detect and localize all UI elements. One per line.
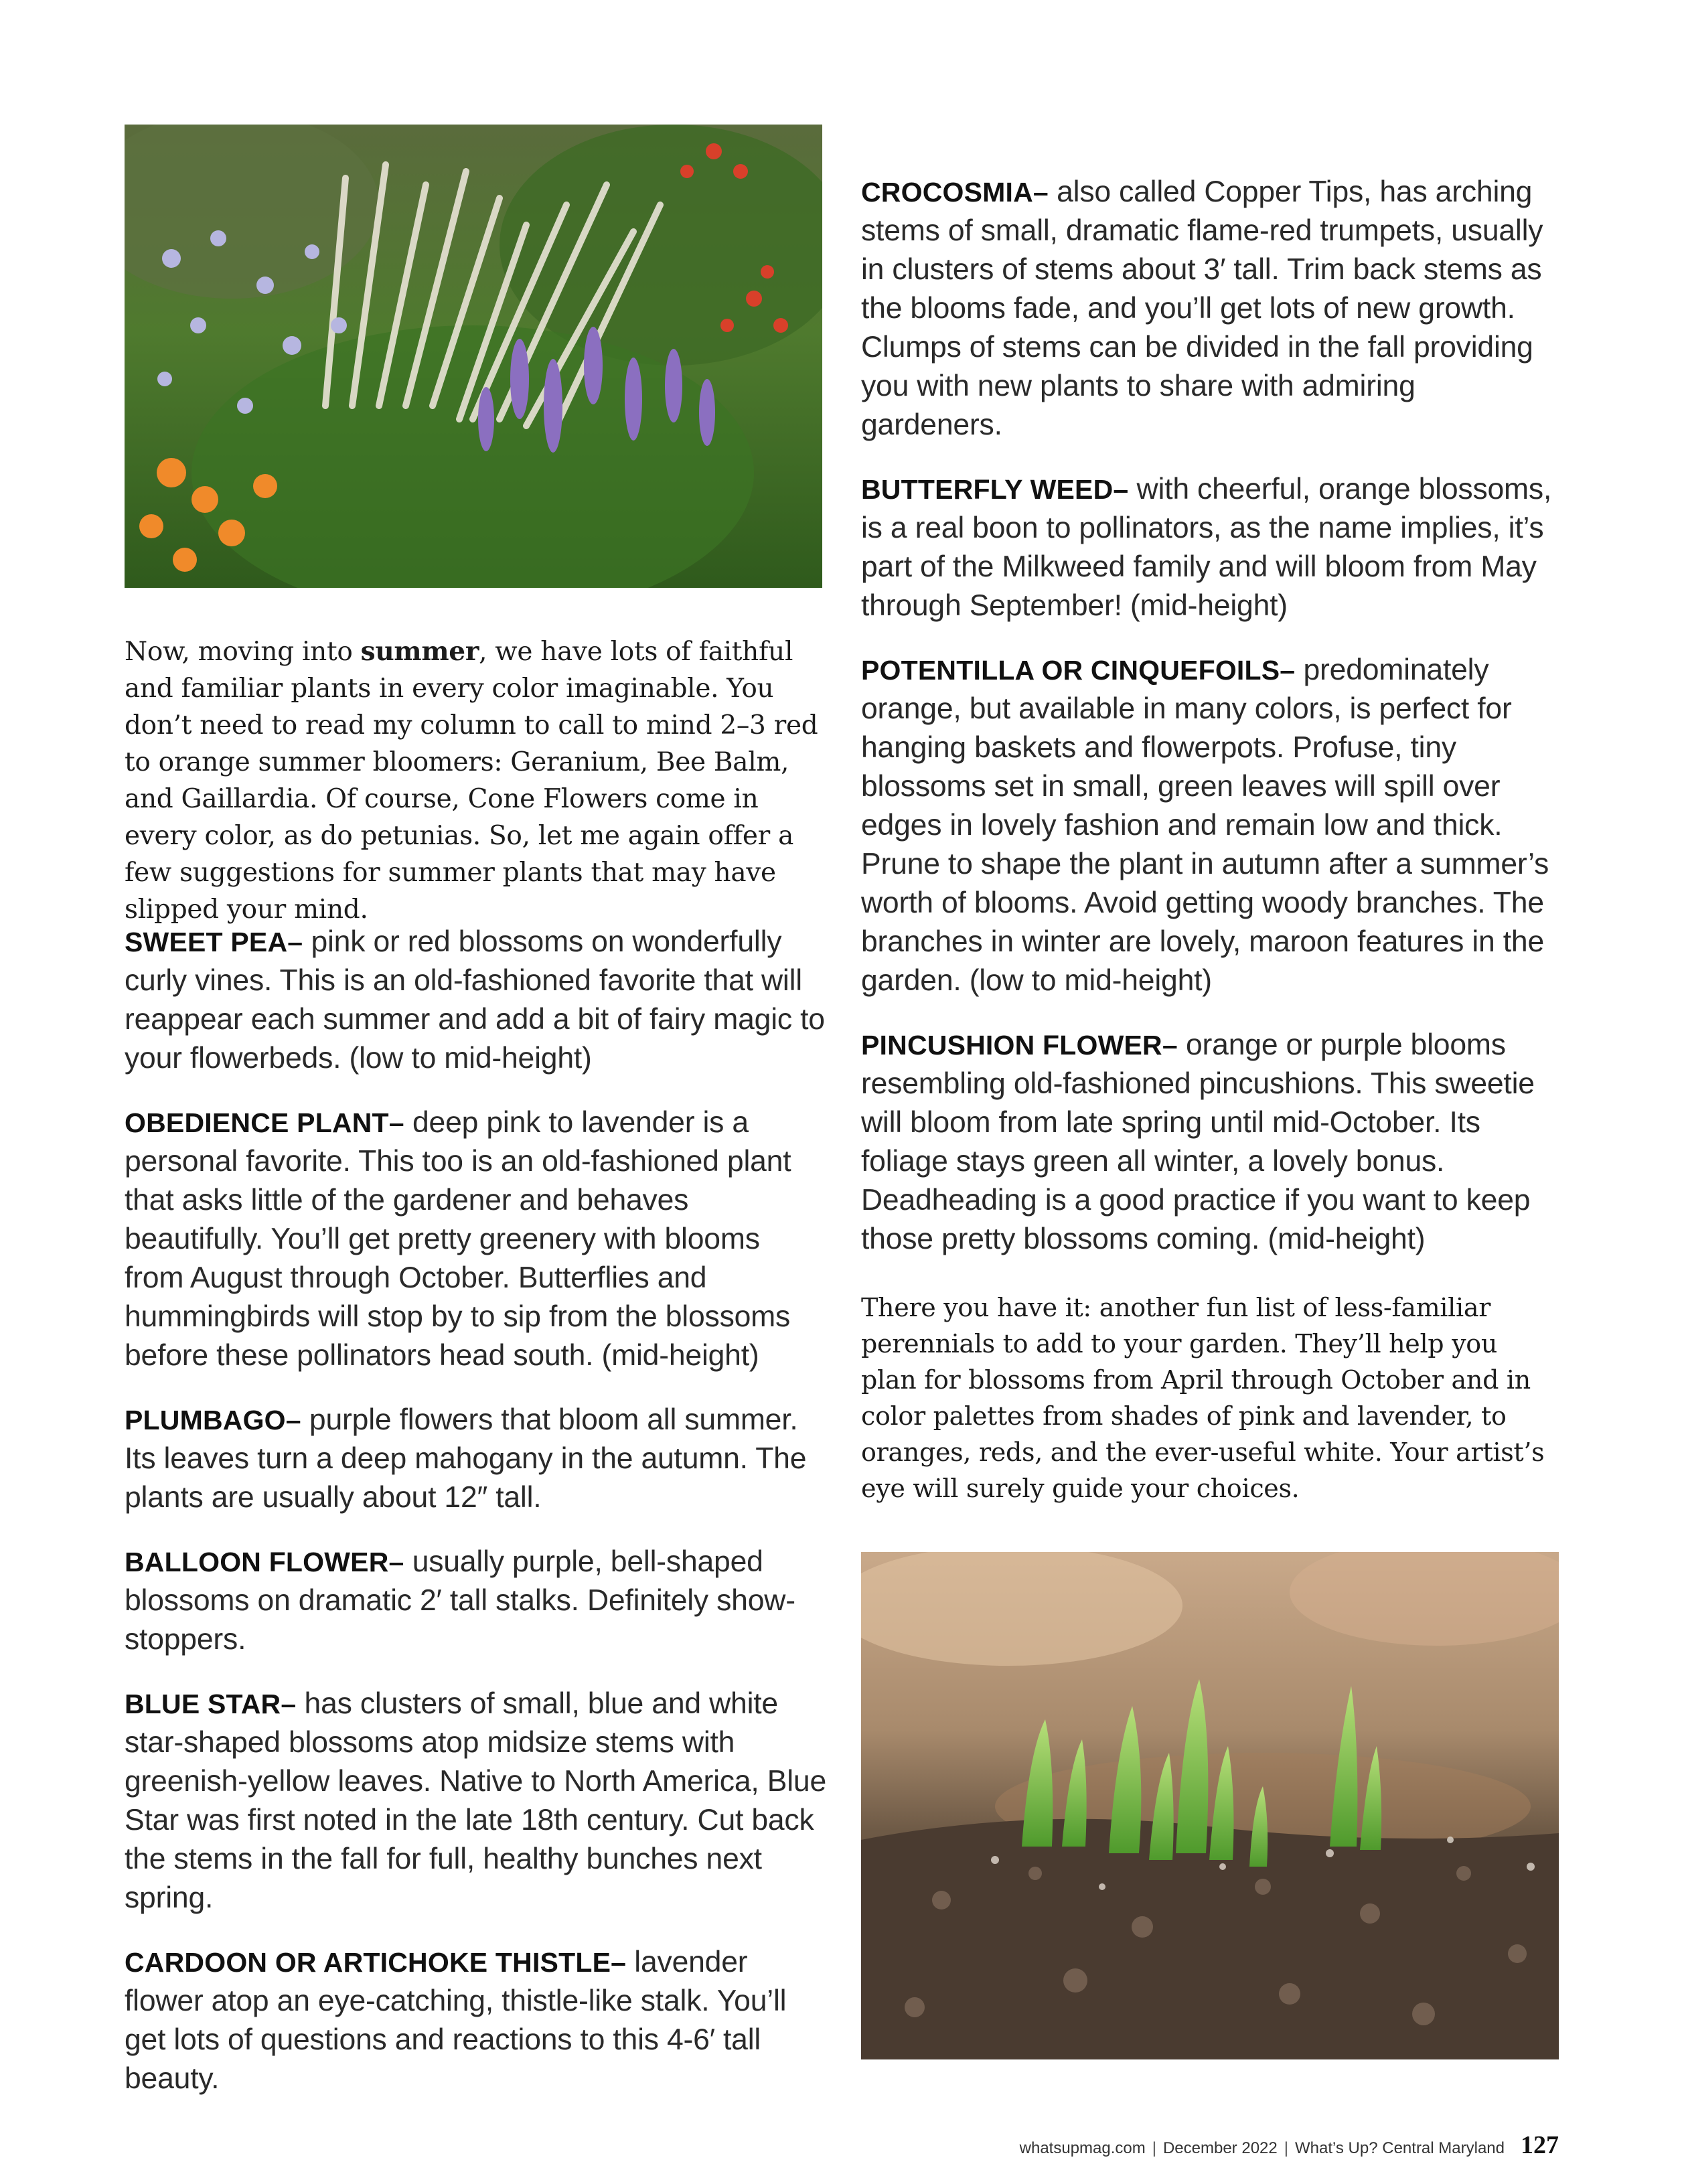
garden-flowers-photo xyxy=(125,125,822,588)
plant-description: usually purple, bell-shaped blossoms on dramatic 2′ tall stalks. Definitely show-stoppers. xyxy=(125,1545,795,1656)
plant-entry-potentilla xyxy=(861,651,1563,1000)
plant-description: has clusters of small, blue and white star-shaped blossoms atop midsize stems with greenish-yellow leaves. Native to North America, Blue Star was first noted in the late 18th century. Cut back the stems in the fall for full, healthy bunches next spring. xyxy=(125,1687,826,1914)
plant-entry-crocosmia xyxy=(861,173,1563,445)
footer-separator: | xyxy=(1152,2139,1156,2157)
plant-description: predominately orange, but available in many colors, is perfect for hanging baskets and flowerpots. Profuse, tiny blossoms set in small, green leaves will spill over edges in lovely fashion and remain low and thick. Prune to shape the plant in autumn after a summer’s worth of blooms. Avoid getting woody branches. The branches in winter are lovely, maroon features in the garden. (low to mid-height) xyxy=(861,653,1549,997)
plant-term: BALLOON FLOWER– xyxy=(125,1547,404,1577)
plant-entry-pincushion-flower xyxy=(861,1026,1563,1259)
plant-entry-sweet-pea xyxy=(125,923,826,1078)
bulb-sprouts-photo xyxy=(861,1552,1559,2059)
plant-description: orange or purple blooms resembling old-fashioned pincushions. This sweetie will bloom from late spring until mid-October. Its foliage stays green all winter, a lovely bonus. Deadheading is a good practice if you want to keep those pretty blossoms coming. (mid-height) xyxy=(861,1028,1535,1255)
plant-description: lavender flower atop an eye-catching, thistle-like stalk. You’ll get lots of questions and reactions to this 4-6′ tall beauty. xyxy=(125,1946,787,2095)
plant-description: deep pink to lavender is a personal favorite. This too is an old-fashioned plant that asks little of the gardener and behaves beautifully. You’ll get pretty greenery with blooms from August through October. Butterflies and hummingbirds will stop by to sip from the blossoms before these pollinators head south. (mid-height) xyxy=(125,1106,791,1372)
plant-description: also called Copper Tips, has arching stems of small, dramatic flame-red trumpets, usually in clusters of stems about 3′ tall. Trim back stems as the blooms fade, and you’ll get lots of new growth. Clumps of stems can be divided in the fall providing you with new plants to share with admiring gardeners. xyxy=(861,175,1543,441)
plant-entry-cardoon xyxy=(125,1943,826,2098)
footer-publication: What’s Up? Central Maryland xyxy=(1294,2139,1505,2157)
intro-text-before: Now, moving into xyxy=(125,637,361,667)
plant-term: PLUMBAGO– xyxy=(125,1405,301,1435)
intro-paragraph xyxy=(125,633,828,928)
plant-term: SWEET PEA– xyxy=(125,927,303,957)
plant-entry-blue-star xyxy=(125,1685,826,1918)
plant-term: CROCOSMIA– xyxy=(861,177,1049,208)
right-plant-list xyxy=(861,173,1563,1284)
plant-term: BUTTERFLY WEED– xyxy=(861,474,1129,505)
bulb-sprouts-image xyxy=(861,1552,1559,2059)
intro-text-bold: summer xyxy=(360,636,479,667)
left-plant-list xyxy=(125,923,826,2124)
page-footer xyxy=(1020,2130,1559,2160)
intro-text-after: , we have lots of faithful and familiar plants in every color imaginable. You don’t need to read my column to call to mind 2–3 red to orange summer bloomers: Geranium, Bee Balm, and Gaillardia. Of course, Cone Flowers come in every color, as do petunias. So, let me again offer a few suggestions for summer plants that may have slipped your mind. xyxy=(125,637,818,925)
plant-term: PINCUSHION FLOWER– xyxy=(861,1030,1178,1061)
plant-entry-obedience-plant xyxy=(125,1103,826,1375)
plant-term: POTENTILLA OR CINQUEFOILS– xyxy=(861,655,1296,686)
footer-separator: | xyxy=(1284,2139,1288,2157)
plant-term: CARDOON OR ARTICHOKE THISTLE– xyxy=(125,1947,627,1978)
plant-term: BLUE STAR– xyxy=(125,1689,297,1719)
plant-description: with cheerful, orange blossoms, is a real boon to pollinators, as the name implies, it’s part of the Milkweed family and will bloom from May through September! (mid-height) xyxy=(861,473,1552,622)
plant-entry-balloon-flower xyxy=(125,1543,826,1659)
plant-description: purple flowers that bloom all summer. Its leaves turn a deep mahogany in the autumn. The plants are usually about 12″ tall. xyxy=(125,1403,807,1514)
closing-paragraph: There you have it: another fun list of less-familiar perennials to add to your garden. They’ll help you plan for blossoms from April through October and in color palettes from shades of pink and lavender, to oranges, reds, and the ever-useful white. Your artist’s eye will surely guide your choices. xyxy=(861,1293,1545,1503)
garden-flowers-image xyxy=(125,125,822,588)
footer-date: December 2022 xyxy=(1162,2139,1278,2157)
plant-term: OBEDIENCE PLANT– xyxy=(125,1107,404,1138)
plant-entry-plumbago xyxy=(125,1401,826,1517)
plant-description: pink or red blossoms on wonderfully curly vines. This is an old-fashioned favorite that will reappear each summer and add a bit of fairy magic to your flowerbeds. (low to mid-height) xyxy=(125,925,825,1075)
plant-entry-butterfly-weed xyxy=(861,470,1563,625)
page-number: 127 xyxy=(1521,2131,1559,2159)
footer-site: whatsupmag.com xyxy=(1019,2139,1146,2157)
